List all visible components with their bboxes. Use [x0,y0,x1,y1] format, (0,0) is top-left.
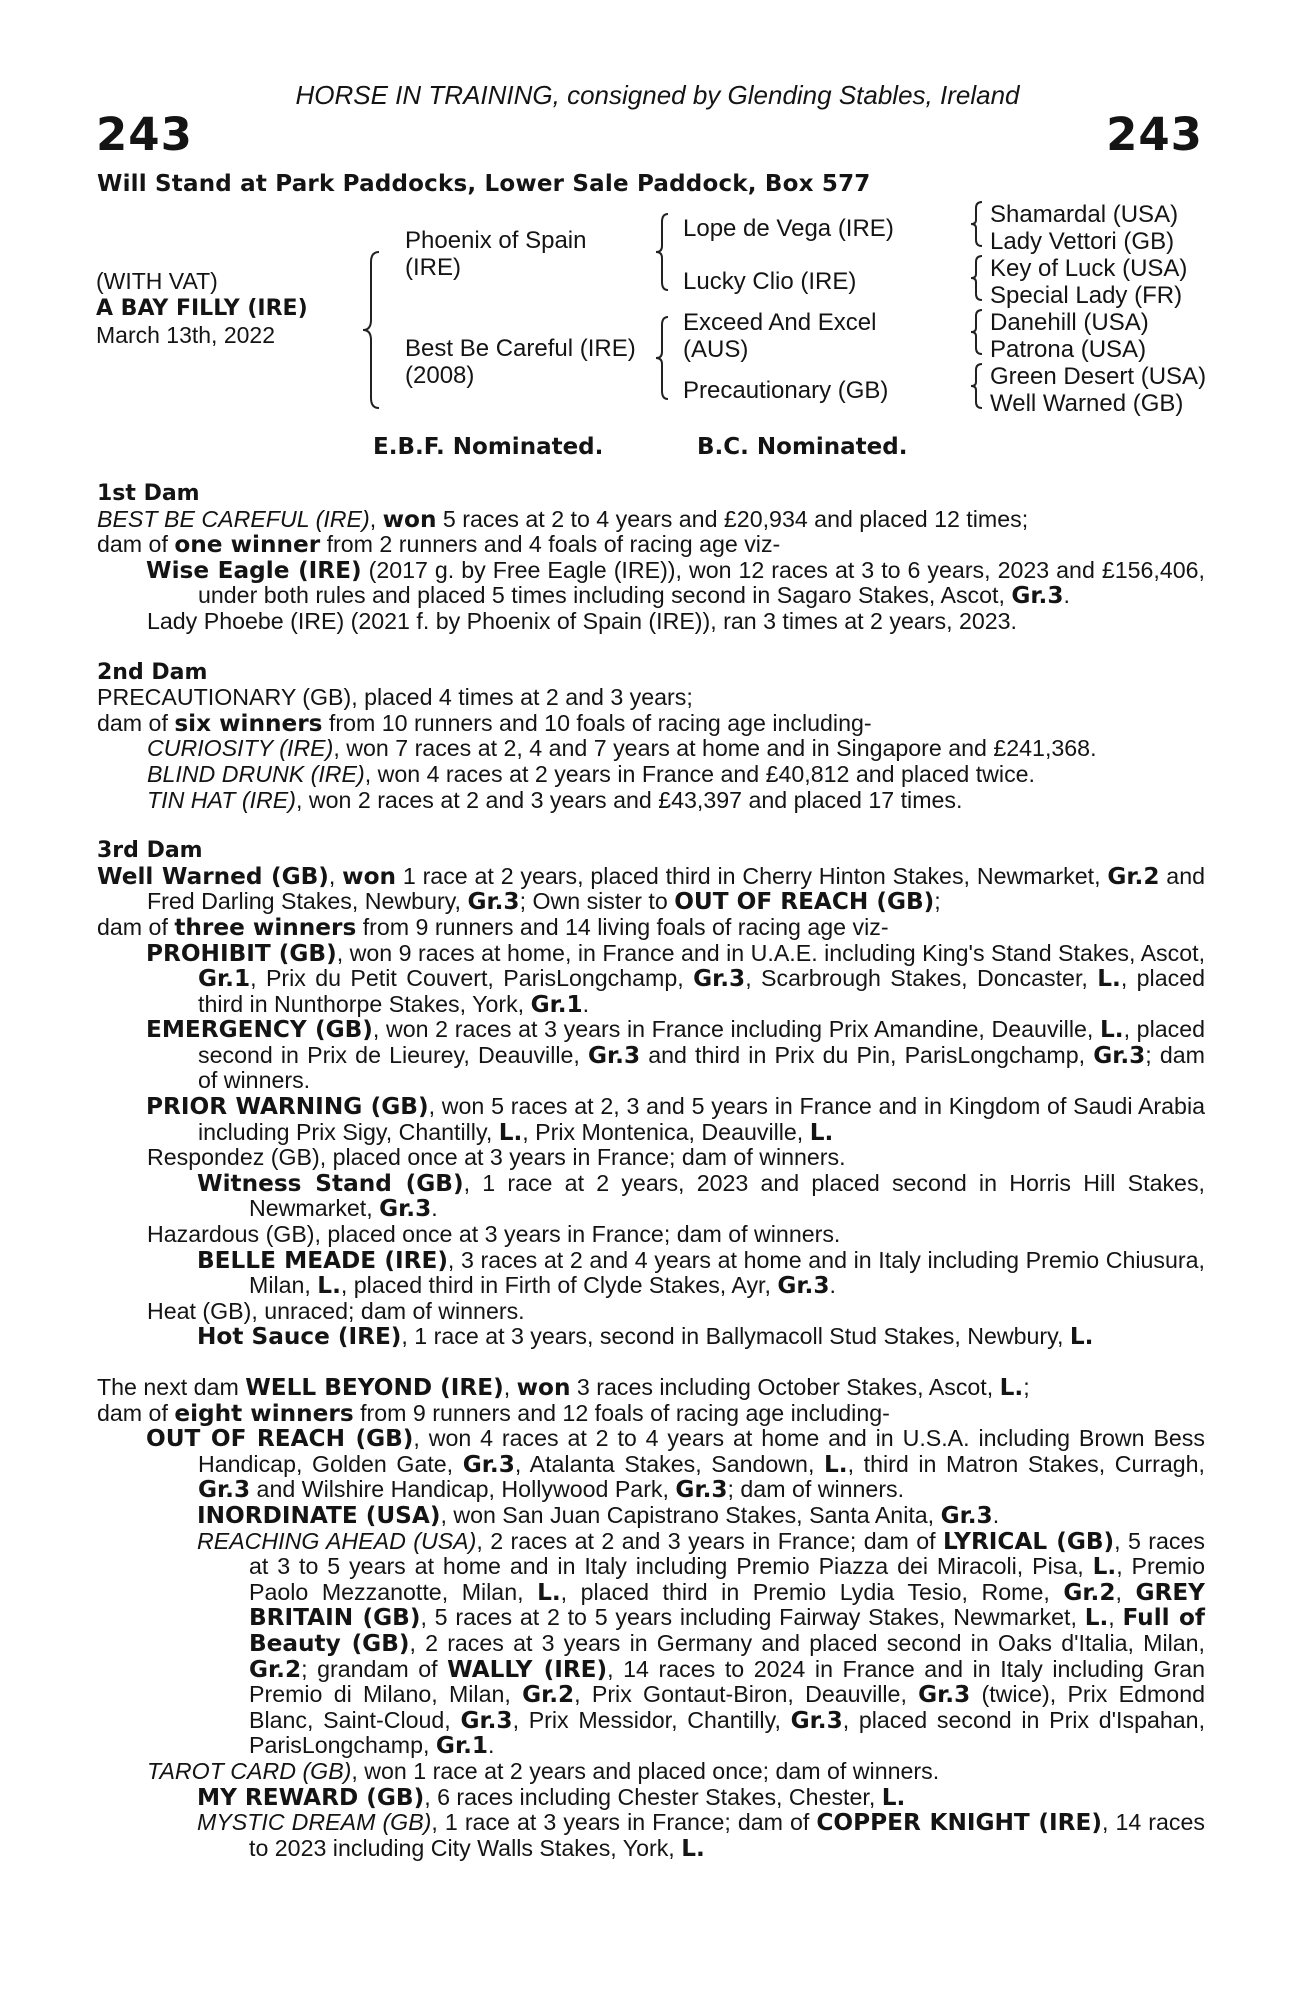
pedigree-brace-g1 [970,200,984,248]
second-dam-produce: dam of six winners from 10 runners and 10 foals of racing age including- [97,709,872,737]
produce-entry: INORDINATE (USA), won San Juan Capistrano Stakes, Santa Anita, Gr.3. [197,1501,1000,1529]
produce-entry: MYSTIC DREAM (GB), 1 race at 3 years in France; dam of COPPER KNIGHT (IRE), 14 races to 2023 including City Walls Stakes, York, L. [197,1809,1205,1862]
bc-nominated: B.C. Nominated. [697,434,908,460]
second-dam-heading: 2nd Dam [97,659,208,685]
next-dam-line: The next dam WELL BEYOND (IRE), won 3 races including October Stakes, Ascot, L.; [97,1374,1030,1401]
g-ancestor-1: Shamardal (USA) [990,201,1179,228]
consignor-line: HORSE IN TRAINING, consigned by Glending Stables, Ireland [295,80,1020,110]
vat-note: (WITH VAT) [96,268,218,294]
lot-number-right: 243 [1106,108,1203,161]
third-dam-line: Well Warned (GB), won 1 race at 2 years, placed third in Cherry Hinton Stakes, Newmarket, Gr.2 and Fred Darling Stakes, Newbury, Gr.3; Own sister to OUT OF REACH (GB); [97,862,1205,916]
pedigree-brace-dam [655,315,671,401]
produce-entry: BLIND DRUNK (IRE), won 4 races at 2 years in France and £40,812 and placed twice. [147,760,1035,787]
pedigree-brace-g4 [970,362,984,410]
g-ancestor-2: Lady Vettori (GB) [990,228,1175,255]
sire-sire-name: Lope de Vega (IRE) [683,215,894,242]
produce-entry: Hazardous (GB), placed once at 3 years in France; dam of winners. [147,1221,841,1248]
produce-entry: MY REWARD (GB), 6 races including Chester Stakes, Chester, L. [197,1783,906,1811]
sire-dam-name: Lucky Clio (IRE) [683,268,857,295]
third-dam-produce: dam of three winners from 9 runners and 14 living foals of racing age viz- [97,913,889,941]
lot-number-left: 243 [96,108,193,161]
produce-entry: Witness Stand (GB), 1 race at 2 years, 2023 and placed second in Horris Hill Stakes, Newmarket, Gr.3. [197,1169,1205,1223]
produce-entry: TIN HAT (IRE), won 2 races at 2 and 3 years and £43,397 and placed 17 times. [147,786,963,813]
pedigree-brace-sire [655,212,671,292]
pedigree-brace-g3 [970,308,984,356]
g-ancestor-5: Danehill (USA) [990,309,1149,336]
foaling-date: March 13th, 2022 [96,322,276,348]
g-ancestor-4: Special Lady (FR) [990,282,1183,309]
sire-name: Phoenix of Spain (IRE) [405,227,587,281]
ebf-nominated: E.B.F. Nominated. [373,434,604,460]
g-ancestor-6: Patrona (USA) [990,336,1147,363]
next-dam-produce: dam of eight winners from 9 runners and 12 foals of racing age including- [97,1399,890,1427]
produce-entry: OUT OF REACH (GB), won 4 races at 2 to 4 years at home and in U.S.A. including Brown Bess Handicap, Golden Gate, Gr.3, Atalanta Stakes, Sandown, L., third in Matron Stakes, Curragh, Gr.3 and Wilshire Handicap, Hollywood Park, Gr.3; dam of winners. [146,1425,1205,1504]
g-ancestor-3: Key of Luck (USA) [990,255,1188,282]
produce-record [97,481,1205,1861]
subject-name: A BAY FILLY (IRE) [96,296,308,321]
g-ancestor-8: Well Warned (GB) [990,390,1184,417]
pedigree-brace-g2 [970,254,984,302]
produce-entry: PROHIBIT (GB), won 9 races at home, in France and in U.A.E. including King's Stand Stakes, Ascot, Gr.1, Prix du Petit Couvert, ParisLongchamp, Gr.3, Scarbrough Stakes, Doncaster, L., placed third in Nunthorpe Stakes, York, Gr.1. [146,939,1206,1018]
stand-location: Will Stand at Park Paddocks, Lower Sale Paddock, Box 577 [97,171,871,197]
dam-dam-name: Precautionary (GB) [683,377,889,404]
first-dam-line: BEST BE CAREFUL (IRE), won 5 races at 2 to 4 years and £20,934 and placed 12 times; [97,505,1029,533]
dam-sire-name: Exceed And Excel (AUS) [683,309,877,363]
subject-block [96,268,308,349]
produce-entry: REACHING AHEAD (USA), 2 races at 2 and 3 years in France; dam of LYRICAL (GB), 5 races at 3 to 5 years at home and in Italy including Premio Piazza dei Miracoli, Pisa, L., Premio Paolo Mezzanotte, Milan, L., placed third in Premio Lydia Tesio, Rome, Gr.2, GREY BRITAIN (GB), 5 races at 2 to 5 years including Fairway Stakes, Newmarket, L., Full of Beauty (GB), 2 races at 3 years in Germany and placed second in Oaks d'Italia, Milan, Gr.2; grandam of WALLY (IRE), 14 races to 2024 in France and in Italy including Gran Premio di Milano, Milan, Gr.2, Prix Gontaut-Biron, Deauville, Gr.3 (twice), Prix Edmond Blanc, Saint-Cloud, Gr.3, Prix Messidor, Chantilly, Gr.3, placed second in Prix d'Ispahan, ParisLongchamp, Gr.1. [197,1527,1206,1760]
pedigree-brace-main [363,250,383,410]
third-dam-heading: 3rd Dam [97,838,203,864]
produce-entry: BELLE MEADE (IRE), 3 races at 2 and 4 years at home and in Italy including Premio Chiusura, Milan, L., placed third in Firth of Clyde Stakes, Ayr, Gr.3. [197,1246,1205,1300]
produce-entry: CURIOSITY (IRE), won 7 races at 2, 4 and 7 years at home and in Singapore and £241,368. [147,735,1097,762]
produce-entry: Respondez (GB), placed once at 3 years in France; dam of winners. [147,1144,846,1171]
produce-entry: PRIOR WARNING (GB), won 5 races at 2, 3 and 5 years in France and in Kingdom of Saudi Arabia including Prix Sigy, Chantilly, L., Prix Montenica, Deauville, L. [146,1093,1205,1146]
produce-entry: Heat (GB), unraced; dam of winners. [147,1297,525,1324]
first-dam-produce: dam of one winner from 2 runners and 4 foals of racing age viz- [97,531,781,559]
produce-entry: Wise Eagle (IRE) (2017 g. by Free Eagle (IRE)), won 12 races at 3 to 6 years, 2023 and £156,406, under both rules and placed 5 times including second in Sagaro Stakes, Ascot, Gr.3. [146,556,1205,610]
produce-entry: EMERGENCY (GB), won 2 races at 3 years in France including Prix Amandine, Deauville, L., placed second in Prix de Lieurey, Deauville, Gr.3 and third in Prix du Pin, ParisLongchamp, Gr.3; dam of winners. [146,1016,1206,1094]
first-dam-heading: 1st Dam [97,481,200,506]
produce-entry: Lady Phoebe (IRE) (2021 f. by Phoenix of Spain (IRE)), ran 3 times at 2 years, 2023. [147,607,1017,634]
produce-entry: TAROT CARD (GB), won 1 race at 2 years and placed once; dam of winners. [147,1757,940,1784]
g-ancestor-7: Green Desert (USA) [990,363,1207,390]
produce-entry: Hot Sauce (IRE), 1 race at 3 years, second in Ballymacoll Stud Stakes, Newbury, L. [197,1323,1094,1351]
second-dam-line: PRECAUTIONARY (GB), placed 4 times at 2 and 3 years; [97,684,693,711]
dam-name: Best Be Careful (IRE) (2008) [405,335,636,389]
